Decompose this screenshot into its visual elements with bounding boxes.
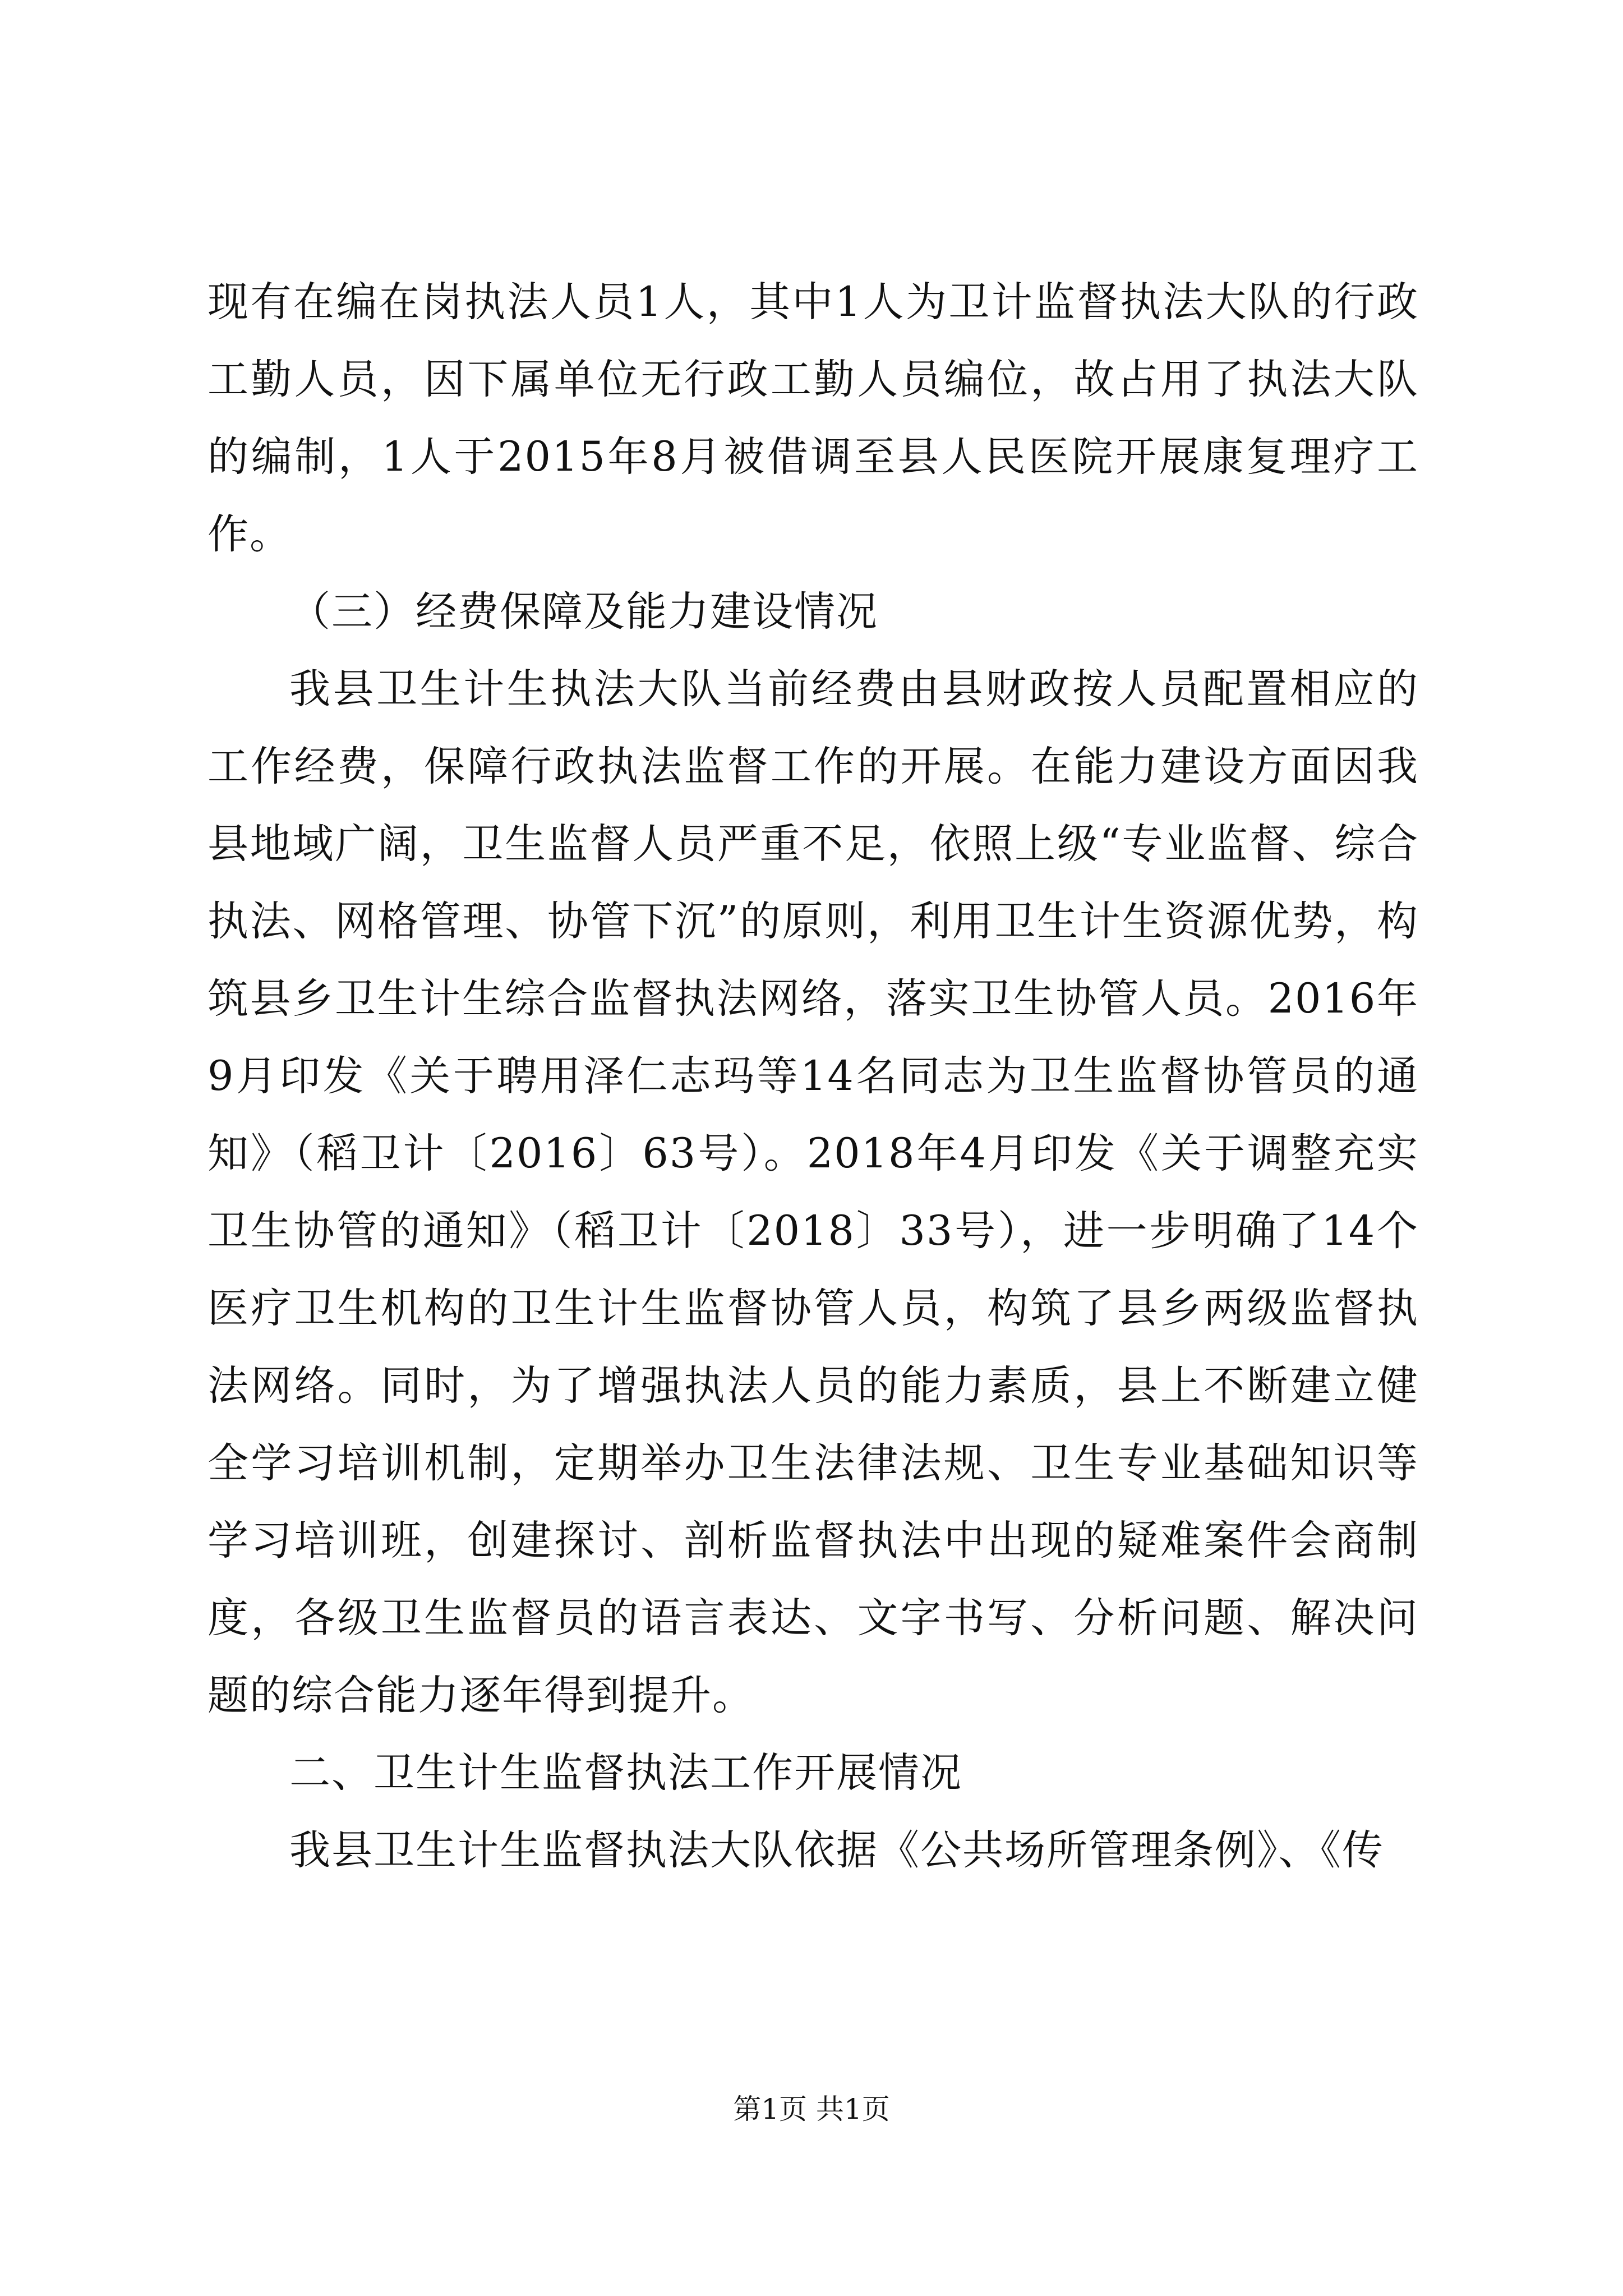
section-heading-funding: （三）经费保障及能力建设情况	[289, 588, 878, 636]
document-body	[208, 264, 1419, 1889]
paragraph-staff-status: 现有在编在岗执法人员1人，其中1人为卫计监督执法大队的行政工勤人员，因下属单位无行政工勤人员编位，故占用了执法大队的编制，1人于2015年8月被借调至县人民医院开展康复理疗工作。	[208, 278, 1419, 558]
page-footer: 第1页 共1页	[733, 2093, 890, 2125]
paragraph-funding-capacity: 我县卫生计生执法大队当前经费由县财政按人员配置相应的工作经费，保障行政执法监督工作的开展。在能力建设方面因我县地域广阔，卫生监督人员严重不足，依照上级“专业监督、综合执法、网格管理、协管下沉”的原则，利用卫生计生资源优势，构筑县乡卫生计生综合监督执法网络，落实卫生协管人员。2016年9月印发《关于聘用泽仁志玛等14名同志为卫生监督协管员的通知》（稻卫计〔2016〕63号）。2018年4月印发《关于调整充实卫生协管的通知》（稻卫计〔2018〕33号），进一步明确了14个医疗卫生机构的卫生计生监督协管人员，构筑了县乡两级监督执法网络。同时，为了增强执法人员的能力素质，县上不断建立健全学习培训机制，定期举办卫生法律法规、卫生专业基础知识等学习培训班，创建探讨、剖析监督执法中出现的疑难案件会商制度，各级卫生监督员的语言表达、文字书写、分析问题、解决问题的综合能力逐年得到提升。	[208, 665, 1419, 1719]
paragraph-enforcement-intro: 我县卫生计生监督执法大队依据《公共场所管理条例》、《传	[289, 1826, 1384, 1874]
section-heading-enforcement: 二、卫生计生监督执法工作开展情况	[289, 1749, 962, 1797]
